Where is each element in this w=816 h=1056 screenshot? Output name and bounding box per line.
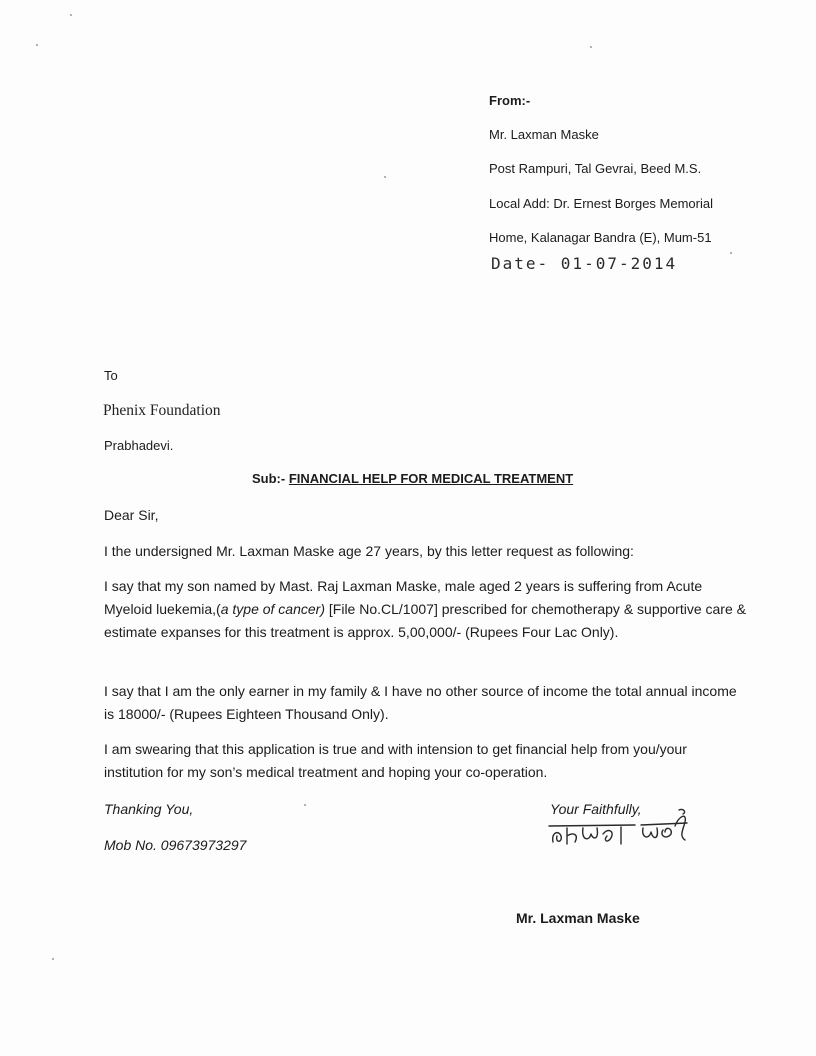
handwritten-signature	[545, 806, 695, 854]
subject-prefix: Sub:-	[252, 471, 286, 486]
scan-speck	[590, 46, 592, 48]
body-paragraph-2-text-b: [File No.CL/1007] prescribed for chemotherapy & supportive care & estimate expanses for this treatment is approx. 5,00,000/- (Rupees Four Lac Only).	[104, 601, 746, 640]
body-paragraph-3: I say that I am the only earner in my family & I have no other source of income the total annual income is 18000/- (Rupees Eighteen Thousand Only).	[104, 683, 737, 722]
closing-thanks: Thanking You,	[104, 801, 194, 817]
to-label: To	[104, 368, 118, 383]
body-paragraph-2-text-a: I say that my son named by Mast. Raj Laxman Maske, male aged 2 years is suffering from Acute Myeloid luekemia,(	[104, 578, 703, 617]
sender-local-address-line1: Local Add: Dr. Ernest Borges Memorial	[489, 196, 713, 211]
salutation: Dear Sir,	[104, 507, 159, 523]
scan-speck	[304, 804, 306, 806]
body-paragraph-2	[104, 575, 752, 644]
mobile-number: Mob No. 09673973297	[104, 837, 247, 853]
recipient-place: Prabhadevi.	[104, 438, 174, 453]
scan-speck	[52, 958, 54, 960]
scan-speck	[36, 44, 38, 46]
sender-name: Mr. Laxman Maske	[489, 127, 599, 142]
scan-speck	[730, 252, 732, 254]
recipient-org: Phenix Foundation	[103, 402, 221, 419]
body-paragraph-4: I am swearing that this application is true and with intension to get financial help from you/your institution for my son’s medical treatment and hoping your co-operation.	[104, 741, 687, 780]
sender-address: Post Rampuri, Tal Gevrai, Beed M.S.	[489, 161, 702, 176]
scan-speck	[70, 14, 72, 16]
body-paragraph-1: I the undersigned Mr. Laxman Maske age 27 years, by this letter request as following:	[104, 543, 634, 559]
subject-text: FINANCIAL HELP FOR MEDICAL TREATMENT	[288, 471, 574, 486]
signature-name: Mr. Laxman Maske	[516, 910, 640, 926]
sender-local-address-line2: Home, Kalanagar Bandra (E), Mum-51	[489, 230, 712, 245]
handwritten-date: Date- 01-07-2014	[491, 254, 678, 273]
subject-line	[252, 471, 573, 486]
from-heading: From:-	[489, 93, 531, 108]
body-paragraph-2-italic: a type of cancer)	[220, 601, 325, 617]
scan-speck	[384, 176, 386, 178]
closing-yours: Your Faithfully,	[550, 801, 642, 817]
